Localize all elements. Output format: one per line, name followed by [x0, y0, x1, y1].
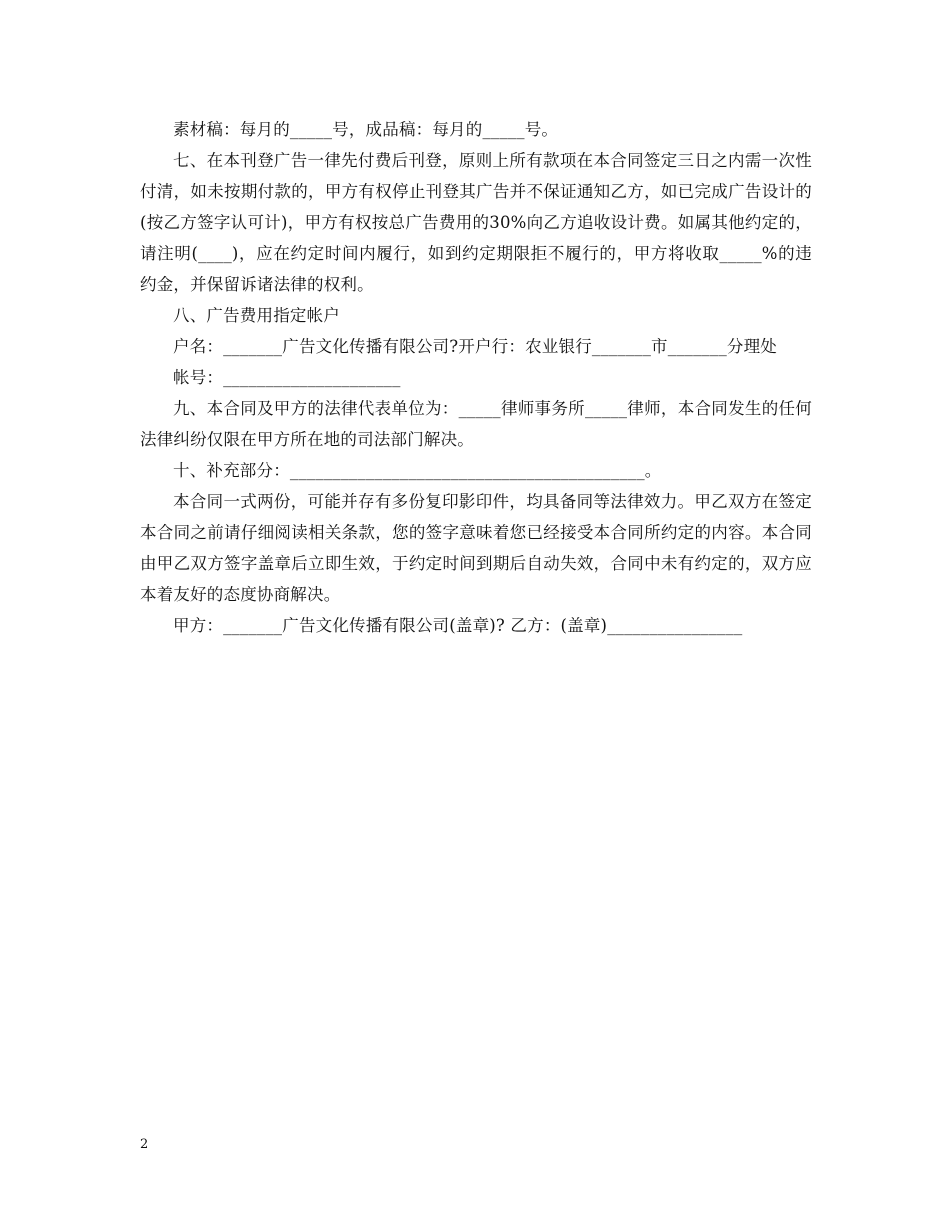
- paragraph-validity: 本合同一式两份，可能并存有多份复印影印件，均具备同等法律效力。甲乙双方在签定本合同之前请仔细阅读相关条款，您的签字意味着您已经接受本合同所约定的内容。本合同由甲乙双方签字盖章后立即生效，于约定时间到期后自动失效，合同中未有约定的，双方应本着友好的态度协商解决。: [140, 492, 812, 604]
- paragraph-account-name: 户名：_______广告文化传播有限公司?开户行：农业银行_______市_______分理处: [173, 337, 777, 356]
- paragraph-clause-7-payment: 七、在本刊登广告一律先付费后刊登，原则上所有款项在本合同签定三日之内需一次性付清，如未按期付款的，甲方有权停止刊登其广告并不保证通知乙方，如已完成广告设计的(按乙方签字认可计)，甲方有权按总广告费用的30%向乙方追收设计费。如属其他约定的，请注明(____)，应在约定时间内履行，如到约定期限拒不履行的，甲方将收取_____%的违约金，并保留诉诸法律的权利。: [140, 151, 812, 294]
- paragraph-delivery-dates: 素材稿：每月的_____号，成品稿：每月的_____号。: [173, 120, 559, 139]
- document-body: [140, 114, 812, 641]
- paragraph-clause-9-legal: 九、本合同及甲方的法律代表单位为：_____律师事务所_____律师，本合同发生的任何法律纠纷仅限在甲方所在地的司法部门解决。: [140, 399, 812, 449]
- paragraph-account-number: 帐号：_____________________: [173, 368, 401, 387]
- paragraph-signatures: 甲方：_______广告文化传播有限公司(盖章)? 乙方：(盖章)________________: [173, 616, 743, 635]
- page-number: 2: [140, 1137, 149, 1152]
- paragraph-clause-8-heading: 八、广告费用指定帐户: [173, 306, 340, 325]
- paragraph-clause-10-supplement: 十、补充部分：__________________________________________。: [173, 461, 662, 480]
